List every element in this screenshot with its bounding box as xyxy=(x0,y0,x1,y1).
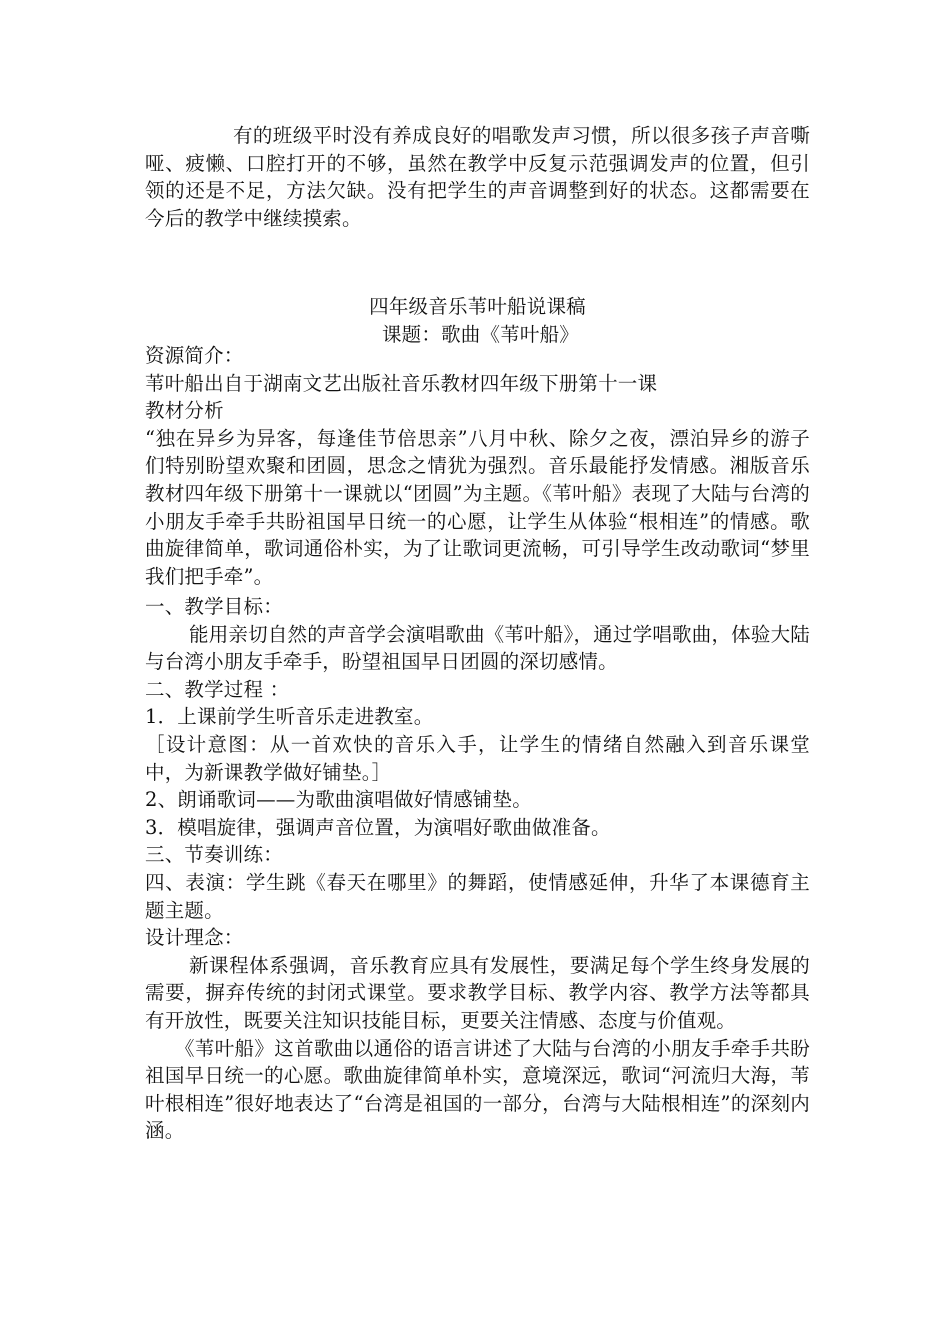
analysis-heading: 教材分析 xyxy=(145,399,224,423)
intro-section xyxy=(145,122,810,232)
perform-text: 四、表演：学生跳《春天在哪里》的舞蹈，使情感延伸，升华了本课德育主题主题。 xyxy=(145,870,810,922)
doc-title: 四年级音乐苇叶船说课稿 xyxy=(369,295,586,318)
step-1-note: ［设计意图：从一首欢快的音乐入手，让学生的情绪自然融入到音乐课堂中，为新课教学做好铺垫。］ xyxy=(145,732,810,784)
resource-section xyxy=(145,342,810,590)
concept-heading: 设计理念： xyxy=(145,926,244,950)
goal-text: 能用亲切自然的声音学会演唱歌曲《苇叶船》，通过学唱歌曲，体验大陆与台湾小朋友手牵手，盼望祖国早日团圆的深切感情。 xyxy=(145,622,810,674)
goal-heading: 一、教学目标： xyxy=(145,595,283,618)
resource-text: 苇叶船出自于湖南文艺出版社音乐教材四年级下册第十一课 xyxy=(145,371,658,395)
rhythm-heading: 三、节奏训练： xyxy=(145,843,283,867)
intro-paragraph: 有的班级平时没有养成良好的唱歌发声习惯，所以很多孩子声音嘶哑、疲懒、口腔打开的不够，虽然在教学中反复示范强调发声的位置，但引领的还是不足，方法欠缺。没有把学生的声音调整到好的状态。这都需要在今后的教学中继续摸索。 xyxy=(145,124,810,230)
doc-subtitle: 课题：歌曲《苇叶船》 xyxy=(381,322,579,346)
resource-heading: 资源简介： xyxy=(145,344,244,367)
teaching-section xyxy=(145,593,810,1145)
process-heading: 二、教学过程 ： xyxy=(145,677,290,701)
concept-paragraph-1: 新课程体系强调，音乐教育应具有发展性，要满足每个学生终身发展的需要，摒弃传统的封闭式课堂。要求教学目标、教学内容、教学方法等都具有开放性，既要关注知识技能目标，更要关注情感、态度与价值观。 xyxy=(145,953,810,1032)
step-3: 3．模唱旋律，强调声音位置，为演唱好歌曲做准备。 xyxy=(145,815,611,839)
step-2: 2、朗诵歌词——为歌曲演唱做好情感铺垫。 xyxy=(145,788,532,812)
analysis-text: “独在异乡为异客，每逢佳节倍思亲”八月中秋、除夕之夜，漂泊异乡的游子们特别盼望欢聚和团圆，思念之情犹为强烈。音乐最能抒发情感。湘版音乐教材四年级下册第十一课就以“团圆”为主题。《苇叶船》表现了大陆与台湾的小朋友手牵手共盼祖国早日统一的心愿，让学生从体验“根相连”的情感。歌曲旋律简单，歌词通俗朴实，为了让歌词更流畅，可引导学生改动歌词“梦里我们把手牵”。 xyxy=(145,426,810,588)
doc-header xyxy=(145,293,810,348)
concept-paragraph-2: 《苇叶船》这首歌曲以通俗的语言讲述了大陆与台湾的小朋友手牵手共盼祖国早日统一的心愿。歌曲旋律简单朴实，意境深远，歌词“河流归大海，苇叶根相连”很好地表达了“台湾是祖国的一部分，台湾与大陆根相连”的深刻内涵。 xyxy=(145,1036,810,1143)
step-1: 1．上课前学生听音乐走进教室。 xyxy=(145,705,434,729)
